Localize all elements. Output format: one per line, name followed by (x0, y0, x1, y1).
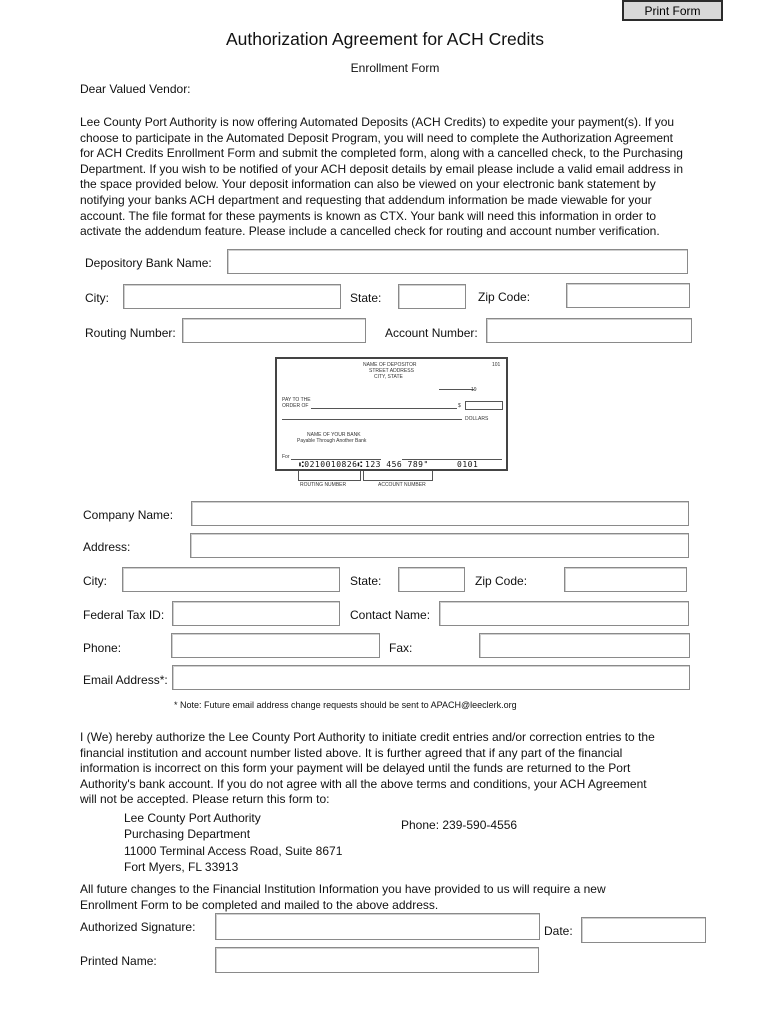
routing-caption: ROUTING NUMBER (300, 482, 347, 488)
greeting: Dear Valued Vendor: (80, 82, 191, 96)
fax-label: Fax: (389, 641, 413, 655)
check-dollar-sign: $ (458, 403, 461, 409)
check-date-mark: 19 (471, 387, 477, 393)
contact-name-input[interactable] (439, 601, 689, 626)
email-address-input[interactable] (172, 665, 690, 690)
company-state-label: State: (350, 574, 382, 588)
check-micr-routing: ⑆0210010826⑆ (299, 460, 363, 469)
address-line-4: Fort Myers, FL 33913 (124, 860, 239, 874)
depository-bank-label: Depository Bank Name: (85, 256, 212, 270)
check-city: CITY, STATE (374, 374, 403, 380)
address-input[interactable] (190, 533, 689, 558)
company-state-input[interactable] (398, 567, 465, 592)
address-line-2: Purchasing Department (124, 827, 251, 841)
phone-input[interactable] (171, 633, 380, 658)
federal-tax-id-label: Federal Tax ID: (83, 608, 165, 622)
routing-number-input[interactable] (182, 318, 366, 343)
bank-city-input[interactable] (123, 284, 341, 309)
form-title: Authorization Agreement for ACH Credits (225, 29, 545, 49)
federal-tax-id-input[interactable] (172, 601, 340, 626)
bank-zip-label: Zip Code: (478, 290, 531, 304)
company-name-input[interactable] (191, 501, 689, 526)
account-bracket (363, 471, 433, 481)
check-pay-to: PAY TO THE (282, 397, 311, 403)
company-name-label: Company Name: (83, 508, 174, 522)
account-number-label: Account Number: (385, 326, 478, 340)
phone-label: Phone: (83, 641, 122, 655)
intro-paragraph: Lee County Port Authority is now offering Automated Deposits (ACH Credits) to expedite your payment(s). If you choose to participate in the Automated Deposit Program, you will need to complete the Authorization Agreement for ACH Credits Enrollment Form and submit the completed form, along with a cancelled check, to the Purchasing Department. If you wish to be notified of your ACH deposit details by email please include a valid email address in the space provided below. Your deposit information can also be viewed on your electronic bank statement by notifying your banks ACH department and requesting that addendum information be made viewable for your account. The file format for these payments is known as CTX. Your bank will need this information in order to activate the addendum feature. Please include a cancelled check for routing and account number verification. (80, 115, 683, 239)
address-line-3: 11000 Terminal Access Road, Suite 8671 (124, 844, 343, 858)
account-caption: ACCOUNT NUMBER (378, 482, 426, 488)
email-address-label: Email Address*: (83, 673, 168, 687)
bank-city-label: City: (85, 291, 109, 305)
check-payable-through: Payable Through Another Bank (297, 438, 367, 444)
date-label: Date: (544, 924, 573, 938)
agreement-paragraph: I (We) hereby authorize the Lee County Port Authority to initiate credit entries and/or correction entries to the financial institution and account number listed above. It is further agreed that if any part of the financial information is incorrect on this form your payment will be delayed until the funds are returned to the Port Authority's bank account. If you do not agree with all the above terms and conditions, your ACH Agreement will not be accepted. Please return this form to: (80, 730, 655, 807)
date-input[interactable] (581, 917, 706, 943)
bank-state-label: State: (350, 291, 382, 305)
bank-state-input[interactable] (398, 284, 466, 309)
print-form-button[interactable]: Print Form (622, 0, 723, 21)
check-number: 101 (492, 362, 501, 368)
email-note: * Note: Future email address change requests should be sent to APACH@leeclerk.org (174, 700, 517, 710)
contact-name-label: Contact Name: (350, 608, 431, 622)
company-zip-label: Zip Code: (475, 574, 528, 588)
company-zip-input[interactable] (564, 567, 687, 592)
future-changes-text: All future changes to the Financial Institution Information you have provided to us will require a new Enrollment Form to be completed and mailed to the above address. (80, 882, 606, 912)
check-bank-name: NAME OF YOUR BANK (307, 432, 361, 438)
company-city-label: City: (83, 574, 107, 588)
printed-name-label: Printed Name: (80, 954, 157, 968)
check-street: STREET ADDRESS (369, 368, 414, 374)
check-for: For (282, 454, 290, 460)
check-order-of: ORDER OF (282, 403, 309, 409)
check-micr-number: 0101 (457, 460, 479, 469)
bank-zip-input[interactable] (566, 283, 690, 308)
authority-phone: Phone: 239-590-4556 (401, 818, 518, 832)
account-number-input[interactable] (486, 318, 692, 343)
routing-bracket (298, 471, 361, 481)
fax-input[interactable] (479, 633, 690, 658)
check-micr-account: 123 456 789" (365, 460, 429, 469)
form-subtitle: Enrollment Form (350, 61, 440, 75)
check-dollars: DOLLARS (465, 416, 489, 422)
check-depositor-name: NAME OF DEPOSITOR (363, 362, 417, 368)
company-city-input[interactable] (122, 567, 340, 592)
address-line-1: Lee County Port Authority (124, 811, 261, 825)
authorized-signature-input[interactable] (215, 913, 540, 940)
printed-name-input[interactable] (215, 947, 539, 973)
address-label: Address: (83, 540, 131, 554)
sample-check-image (275, 357, 508, 471)
routing-number-label: Routing Number: (85, 326, 176, 340)
depository-bank-input[interactable] (227, 249, 688, 274)
authorized-signature-label: Authorized Signature: (80, 920, 196, 934)
